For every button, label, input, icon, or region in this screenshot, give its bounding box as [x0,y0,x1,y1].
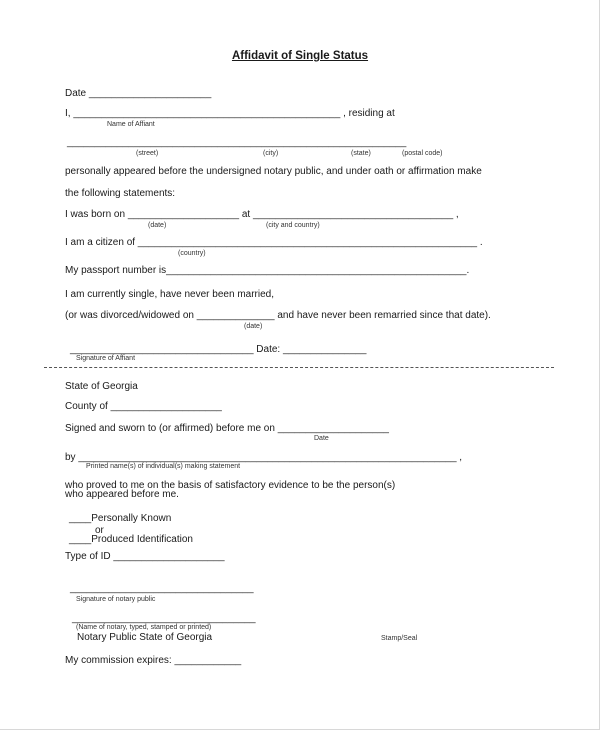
sig-affiant-line: _________________________________ Date: _______________ [70,344,367,355]
notary-sig-line: _________________________________ [70,583,254,594]
produced: ____Produced Identification [69,534,193,545]
cap-state: (state) [351,150,371,157]
cap-name-affiant: Name of Affiant [107,121,155,128]
known: ____Personally Known [69,513,172,524]
citizen: I am a citizen of _____________________________________________________________ . [65,237,483,248]
cap-stamp: Stamp/Seal [381,635,418,642]
cap-street: (street) [136,150,159,157]
or: or [95,525,104,536]
cap-city-country: (city and country) [266,222,320,229]
sworn: Signed and sworn to (or affirmed) before me on ____________________ [65,423,389,434]
affiant-name: I, ________________________________________________ , residing at [65,108,395,119]
proved: who proved to me on the basis of satisfactory evidence to be the person(s) [65,480,396,491]
cap-sig-affiant: Signature of Affiant [76,355,136,362]
born-on: I was born on ____________________ at ____________________________________ , [65,209,459,220]
divorced: (or was divorced/widowed on ______________ and have never been remarried since that date). [65,310,491,321]
name-line: _________________________________ [72,613,256,624]
cap-printed: Printed name(s) of individual(s) making statement [86,463,241,470]
type-id: Type of ID ____________________ [65,551,225,562]
section-divider [44,367,554,368]
date: Date ______________________ [65,88,212,99]
commission: My commission expires: ____________ [65,655,242,666]
cap-country: (country) [178,250,206,257]
appeared: personally appeared before the undersigned notary public, and under oath or affirmation make [65,166,482,177]
following: the following statements: [65,188,176,199]
notary-georgia: Notary Public State of Georgia [77,632,213,643]
cap-city: (city) [263,150,279,157]
appeared-me: who appeared before me. [65,489,179,500]
single: I am currently single, have never been married, [65,289,274,300]
county: County of ____________________ [65,401,222,412]
cap-postal: (postal code) [402,150,443,157]
document-title: Affidavit of Single Status [231,50,369,62]
cap-date-sworn: Date [314,435,329,442]
cap-name-notary: (Name of notary, typed, stamped or printed) [76,624,212,631]
passport: My passport number is______________________________________________________. [65,265,470,276]
by: by ____________________________________________________________________ , [65,452,463,463]
address-line: _____________________________________________________________ [67,137,407,148]
cap-sig-notary: Signature of notary public [76,596,156,603]
cap-date-born: (date) [148,222,167,229]
cap-date-div: (date) [244,323,263,330]
state: State of Georgia [65,381,138,392]
